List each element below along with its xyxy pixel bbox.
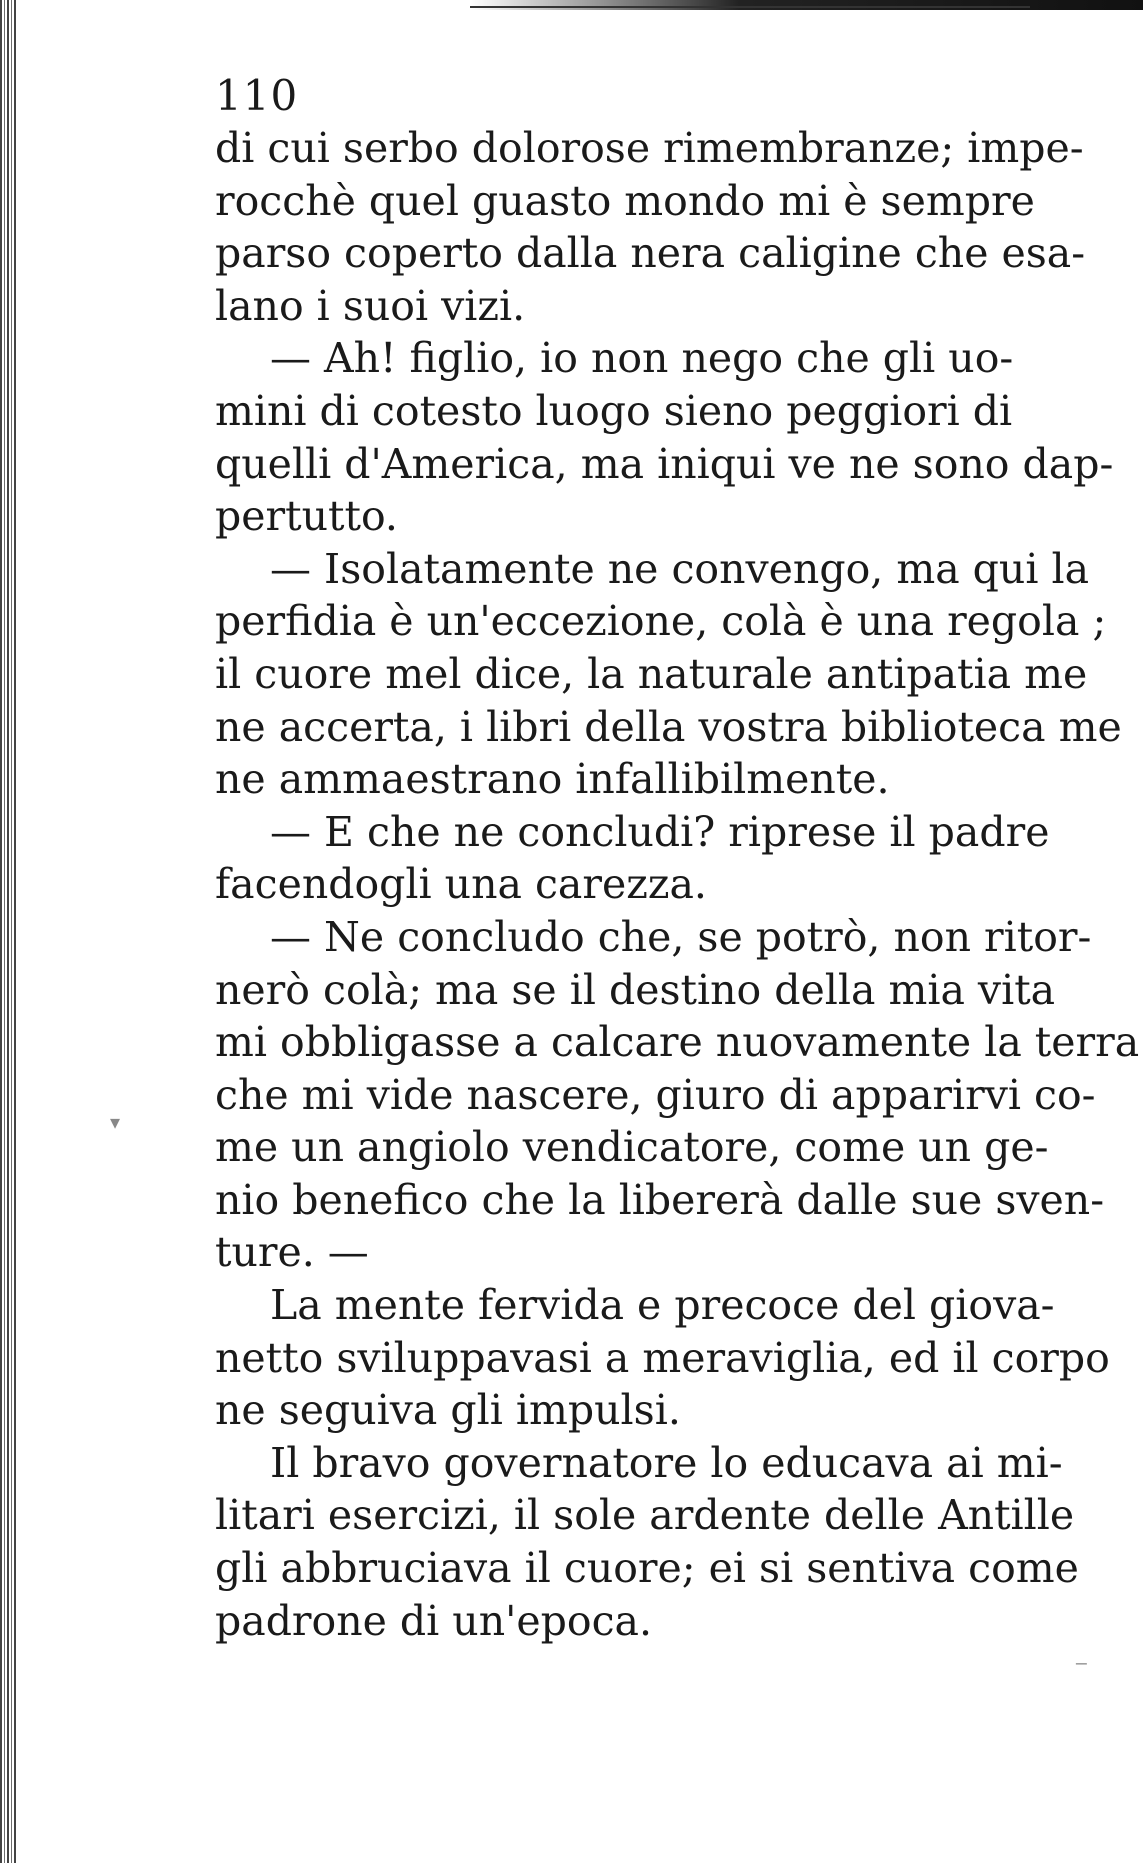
text-line: ne seguiva gli impulsi. <box>215 1386 681 1435</box>
page-number: 110 <box>215 71 299 120</box>
paragraph-6 <box>215 1279 1110 1437</box>
text-line: mi obbligasse a calcare nuovamente la terra <box>215 1018 1140 1067</box>
text-line: — Isolatamente ne convengo, ma qui la <box>270 544 1090 593</box>
text-line: gli abbruciava il cuore; ei si sentiva come <box>215 1544 1079 1593</box>
text-line: nerò colà; ma se il destino della mia vita <box>215 965 1056 1014</box>
paragraph-4 <box>215 806 1075 911</box>
ink-speck: ‒ <box>1075 1650 1088 1674</box>
ink-speck: ▾ <box>110 1110 121 1134</box>
text-line: me un angiolo vendicatore, come un ge- <box>215 1123 1049 1172</box>
text-line: mini di cotesto luogo sieno peggiori di <box>215 386 1013 435</box>
text-line: rocchè quel guasto mondo mi è sempre <box>215 176 1035 225</box>
text-line: parso coperto dalla nera caligine che esa- <box>215 229 1086 278</box>
text-line: ne accerta, i libri della vostra biblioteca me <box>215 702 1122 751</box>
paragraph-7 <box>215 1437 1079 1647</box>
text-line: padrone di un'epoca. <box>215 1596 653 1645</box>
paragraph-1 <box>215 122 1086 332</box>
book-page <box>215 70 1140 1647</box>
paragraph-5 <box>215 911 1140 1279</box>
text-line: ne ammaestrano infallibilmente. <box>215 755 890 804</box>
text-line: quelli d'America, ma iniqui ve ne sono dap- <box>215 439 1114 488</box>
text-line: lano i suoi vizi. <box>215 281 526 330</box>
paragraph-2 <box>215 332 1114 542</box>
scanned-page-top-edge <box>470 0 1143 10</box>
text-line: nio benefico che la libererà dalle sue sven- <box>215 1175 1105 1224</box>
text-line: facendogli una carezza. <box>215 860 707 909</box>
text-line: — Ah! figlio, io non nego che gli uo- <box>270 334 1014 383</box>
text-line: — E che ne concludi? riprese il padre <box>270 807 1050 856</box>
text-line: pertutto. <box>215 492 398 541</box>
text-line: ture. — <box>215 1228 369 1277</box>
text-line: La mente fervida e precoce del giova- <box>270 1281 1055 1330</box>
paragraph-3 <box>215 543 1122 806</box>
text-line: perfidia è un'eccezione, colà è una regola ; <box>215 597 1107 646</box>
text-line: il cuore mel dice, la naturale antipatia me <box>215 649 1088 698</box>
text-line: litari esercizi, il sole ardente delle Antille <box>215 1491 1075 1540</box>
text-line: Il bravo governatore lo educava ai mi- <box>270 1438 1063 1487</box>
text-line: che mi vide nascere, giuro di apparirvi co- <box>215 1070 1096 1119</box>
text-line: — Ne concludo che, se potrò, non ritor- <box>270 912 1092 961</box>
text-line: netto sviluppavasi a meraviglia, ed il corpo <box>215 1333 1110 1382</box>
scanned-book-gutter <box>0 0 18 1863</box>
scanned-page-top-rule <box>470 6 1030 8</box>
text-line: di cui serbo dolorose rimembranze; impe- <box>215 124 1084 172</box>
